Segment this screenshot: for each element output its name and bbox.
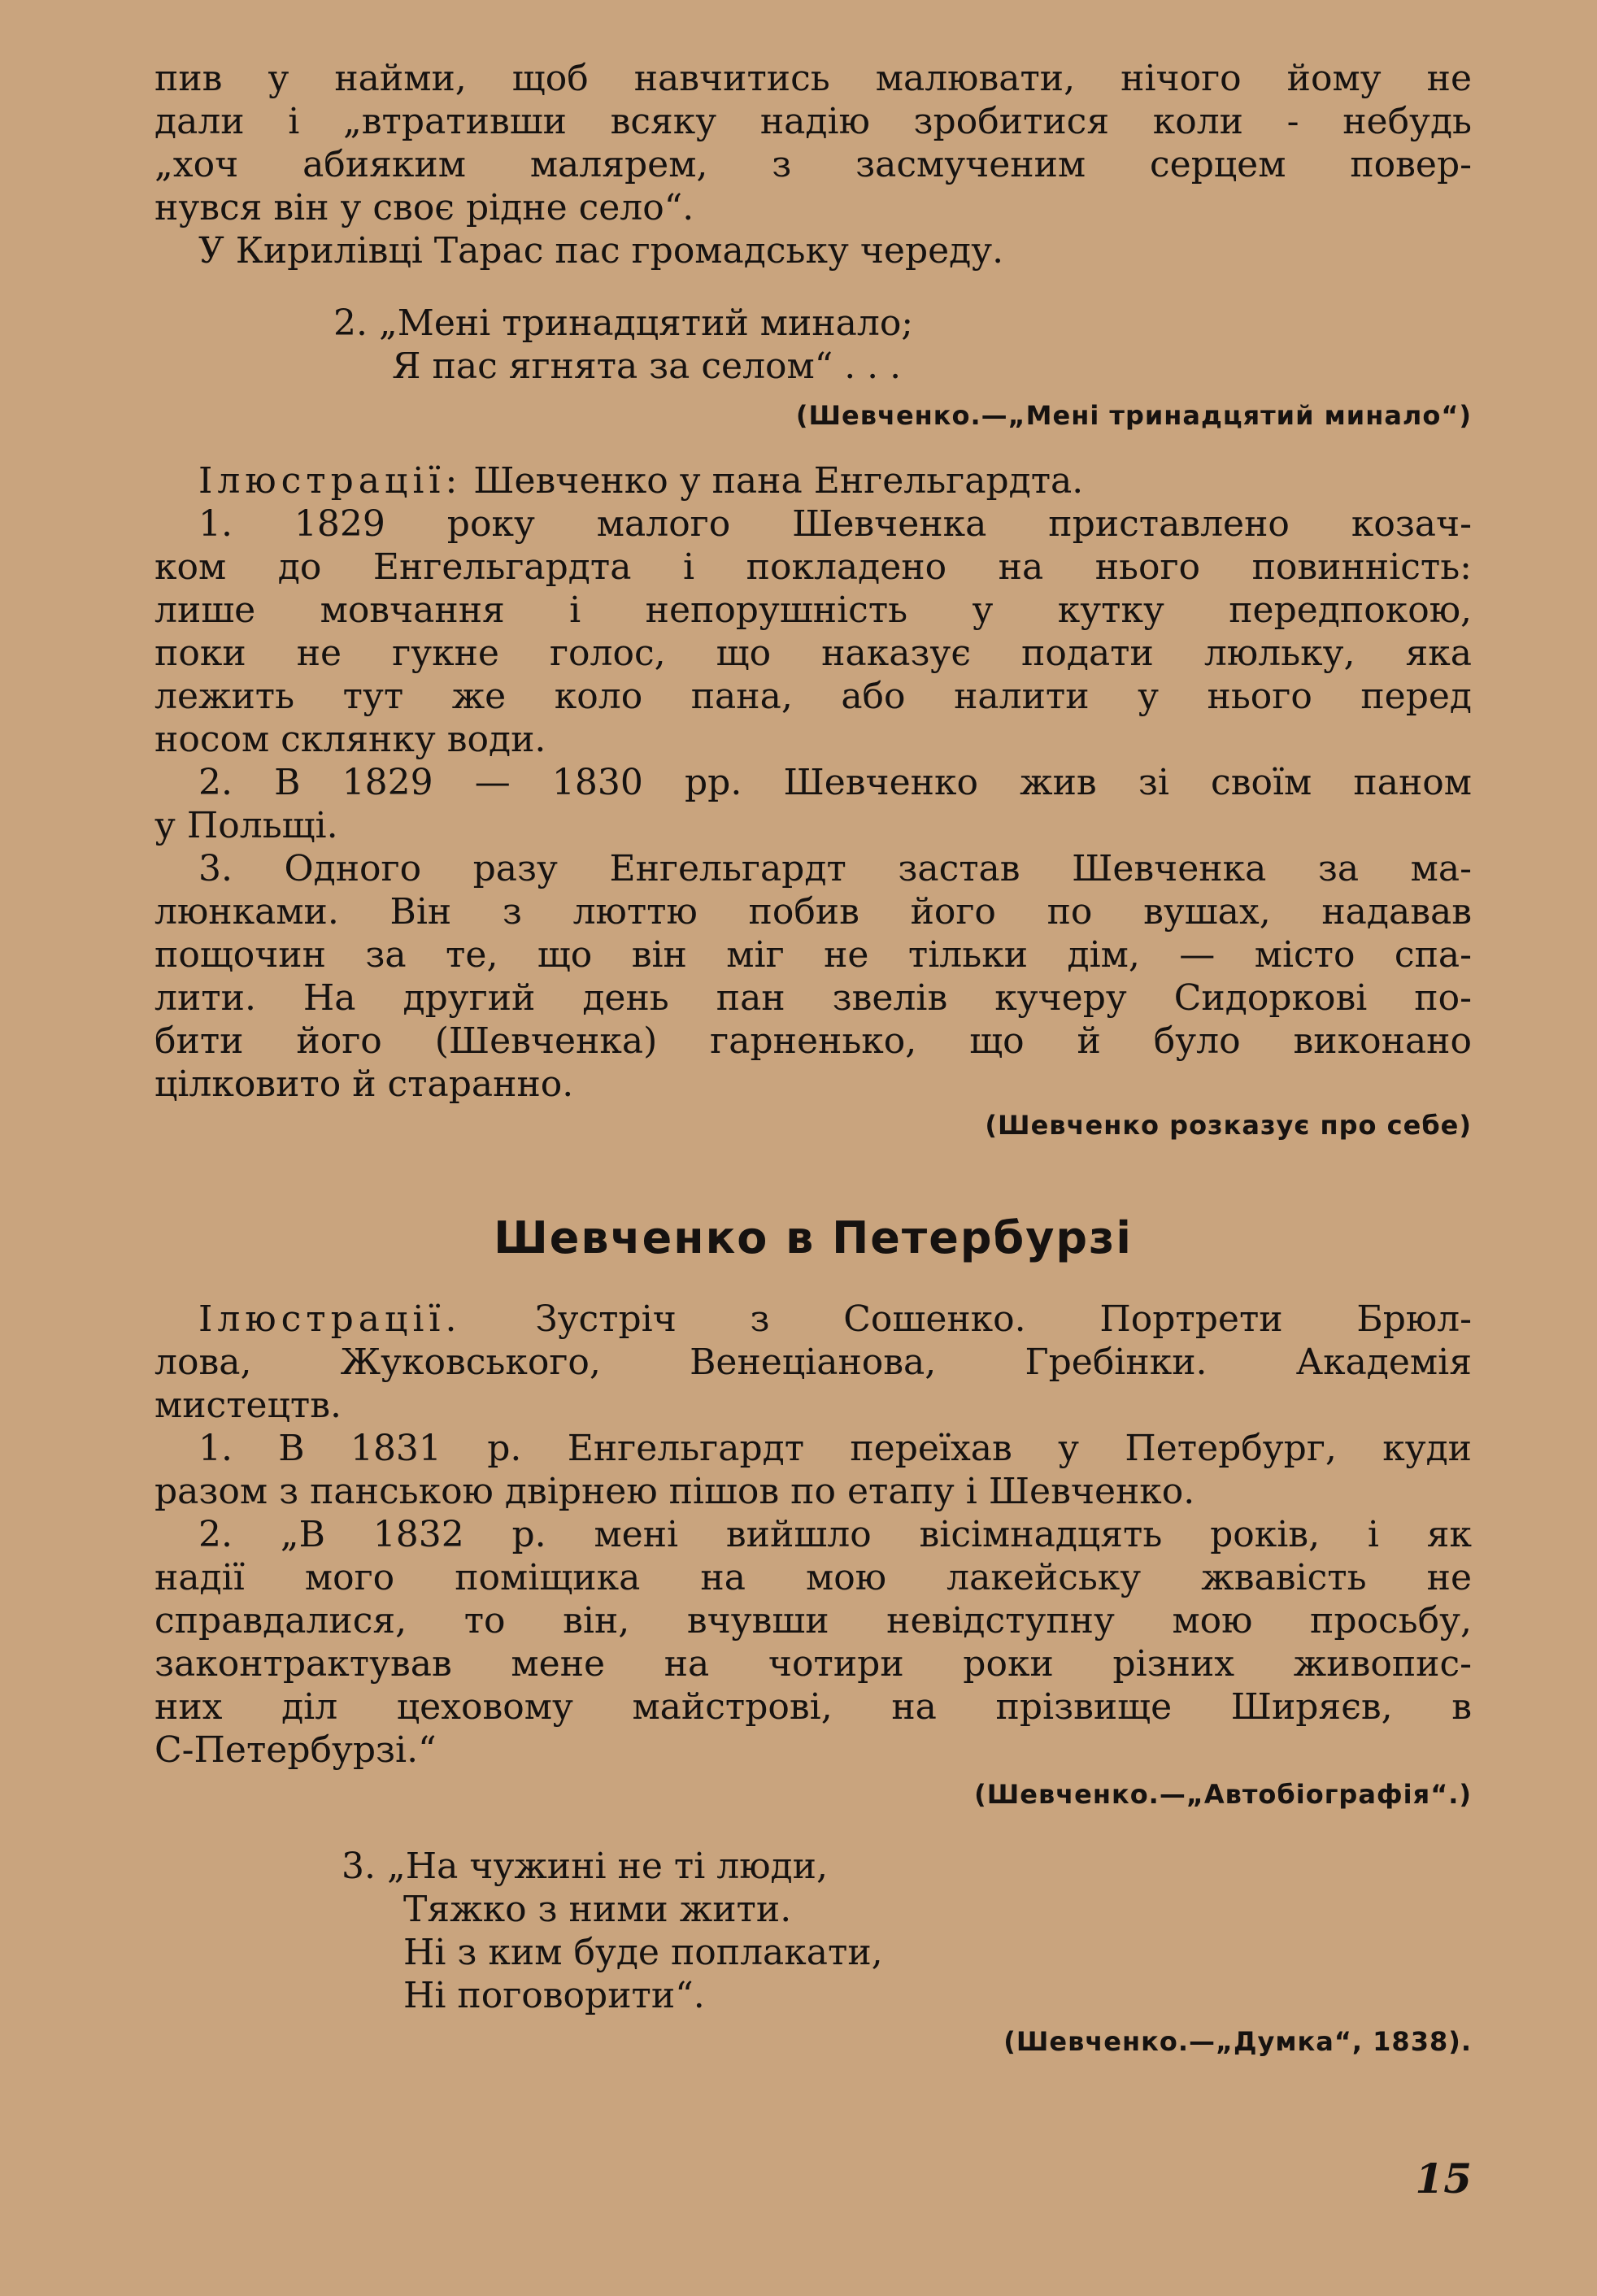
text-line: люнками. Він з люттю побив його по вушах, надавав <box>154 891 1472 933</box>
poem-line: 3. „На чужині не ті люди, <box>342 1846 828 1887</box>
text-line: пощочин за те, що він міг не тільки дім, — місто спа- <box>154 934 1472 976</box>
text-line: пив у найми, щоб навчитись малювати, нічого йому не <box>154 58 1472 99</box>
text-line: законтрактував мене на чотири роки різних живопис- <box>154 1643 1472 1685</box>
illustrations-label: Ілюстрації. <box>198 1298 462 1340</box>
text-line: дали і „втративши всяку надію зробитися коли - небудь <box>154 101 1472 142</box>
text-line: „хоч абияким малярем, з засмученим серцем повер- <box>154 144 1472 185</box>
illustrations-text: Шевченко у пана Енгельгардта. <box>462 460 1084 502</box>
text-line: лише мовчання і непорушність у кутку передпокою, <box>154 589 1472 631</box>
poem-1-source: (Шевченко.—„Мені тринадцятий минало“) <box>795 400 1472 431</box>
text-line: 1. 1829 року малого Шевченка приставлено козач- <box>198 503 1472 545</box>
section-heading: Шевченко в Петербурзі <box>494 1212 1133 1263</box>
poem-line: 2. „Мені тринадцятий минало; <box>333 302 914 344</box>
text-line: них діл цеховому майстрові, на прізвище Ширяєв, в <box>154 1686 1472 1728</box>
text-line: лити. На другий день пан звелів кучеру Сидоркові по- <box>154 977 1472 1019</box>
illustrations-text: Зустріч з Сошенко. Портрети Брюл- <box>461 1298 1472 1340</box>
text-line: надії мого поміщика на мою лакейську жвавість не <box>154 1557 1472 1598</box>
autobiography-source: (Шевченко.—„Автобіографія“.) <box>974 1779 1472 1810</box>
illustrations-line <box>154 459 1472 502</box>
text-line: ком до Енгельгардта і покладено на нього повинність: <box>154 546 1472 588</box>
text-line: 2. „В 1832 р. мені вийшло вісімнадцять років, і як <box>198 1514 1472 1555</box>
text-line: нувся він у своє рідне село“. <box>154 187 694 228</box>
poem-line: Тяжко з ними жити. <box>403 1889 792 1930</box>
text-line: 1. В 1831 р. Енгельгардт переїхав у Петербург, куди <box>198 1428 1472 1469</box>
poem-line: Ні з ким буде поплакати, <box>403 1932 883 1973</box>
text-line: лова, Жуковського, Венеціанова, Гребінки. Академія <box>154 1342 1472 1383</box>
engelhardt-source: (Шевченко розказує про себе) <box>985 1110 1472 1141</box>
text-line: у Польщі. <box>154 805 338 846</box>
poem-line: Ні поговорити“. <box>403 1975 705 2016</box>
text-line: лежить тут же коло пана, або налити у нього перед <box>154 676 1472 717</box>
text-line: разом з панською двірнею пішов по етапу і Шевченко. <box>154 1471 1195 1512</box>
poem-1 <box>333 302 1472 388</box>
text-line: 3. Одного разу Енгельгардт застав Шевченка за ма- <box>198 848 1472 889</box>
poem-line: Я пас ягнята за селом“ . . . <box>392 346 902 387</box>
text-line: носом склянку води. <box>154 719 546 760</box>
text-line: справдалися, то він, вчувши невідступну мою просьбу, <box>154 1600 1472 1642</box>
text-line: мистецтв. <box>154 1385 342 1426</box>
illustrations-line <box>154 1298 1472 1341</box>
text-line: бити його (Шевченка) гарненько, що й було виконано <box>154 1020 1472 1062</box>
text-line: поки не гукне голос, що наказує подати люльку, яка <box>154 633 1472 674</box>
text-line: цілковито й старанно. <box>154 1063 574 1105</box>
poem-2-source: (Шевченко.—„Думка“, 1838). <box>1003 2026 1472 2057</box>
illustrations-label: Ілюстрації: <box>198 460 463 502</box>
kyrylivka-sentence: У Кирилівці Тарас пас громадську череду. <box>198 230 1004 272</box>
page-number: 15 <box>1415 2155 1472 2203</box>
page-content <box>154 57 1472 2058</box>
text-line: С-Петербурзі.“ <box>154 1729 437 1771</box>
text-line: 2. В 1829 — 1830 рр. Шевченко жив зі своїм паном <box>198 762 1472 803</box>
poem-2 <box>342 1845 1472 2017</box>
